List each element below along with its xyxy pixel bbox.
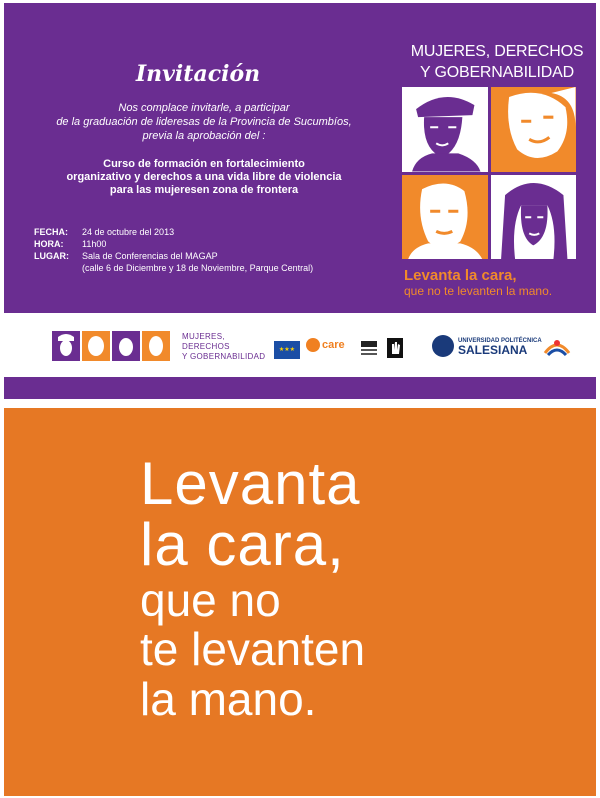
mini-title-line: DERECHOS	[182, 342, 230, 351]
mini-title-line: MUJERES,	[182, 332, 225, 341]
mini-title-line: Y GOBERNABILIDAD	[182, 352, 266, 361]
front-bottom-band	[4, 377, 596, 399]
campaign-title	[402, 41, 592, 83]
big-slogan-line-2: la cara,	[140, 511, 345, 578]
partner-logo-small	[360, 339, 378, 357]
course-line: Curso de formación en fortalecimiento	[103, 158, 305, 170]
date-value: 24 de octubre del 2013	[82, 227, 175, 237]
care-logo	[306, 338, 345, 352]
mini-portrait-4	[142, 331, 170, 361]
big-slogan-line-3: que no	[140, 574, 281, 626]
course-line: para las mujeresen zona de frontera	[109, 184, 299, 196]
date-row	[34, 226, 313, 238]
time-label: HORA:	[34, 239, 64, 249]
woman-portrait-4	[491, 175, 577, 260]
woman-portrait-3	[402, 175, 488, 260]
big-slogan-line-1: Levanta	[140, 450, 361, 517]
ups-logo	[432, 335, 542, 357]
care-logo-text: care	[322, 339, 345, 351]
ups-seal-icon	[432, 335, 454, 357]
time-row	[34, 238, 313, 250]
ups-line-1: UNIVERSIDAD POLITÉCNICA	[458, 338, 542, 344]
ups-logo-text	[458, 337, 542, 355]
woman-portrait-2	[491, 87, 577, 172]
mini-portrait-1	[52, 331, 80, 361]
invitation-card-front	[4, 3, 596, 399]
slogan-line-2: que no te levanten la mano.	[404, 284, 553, 298]
hand-logo	[387, 338, 403, 358]
campaign-slogan	[404, 267, 552, 299]
mini-campaign-title	[182, 332, 265, 362]
mini-portrait-2	[82, 331, 110, 361]
women-organization-logo	[542, 335, 572, 361]
time-value: 11h00	[82, 239, 107, 249]
front-purple-area	[4, 3, 596, 313]
date-label: FECHA:	[34, 227, 68, 237]
invitation-card-back	[4, 408, 596, 796]
invitation-intro	[44, 101, 364, 143]
ups-line-2: SALESIANA	[458, 343, 528, 357]
intro-line: Nos complace invitarle, a participar	[118, 102, 290, 114]
intro-line: de la graduación de lideresas de la Provincia de Sucumbíos,	[56, 116, 352, 128]
invitation-title: Invitación	[135, 61, 261, 87]
invitation-text-block	[4, 3, 392, 313]
place-label: LUGAR:	[34, 251, 69, 261]
eu-flag-logo	[274, 341, 300, 359]
portrait-grid	[402, 87, 576, 259]
woman-portrait-1	[402, 87, 488, 172]
place-row	[34, 250, 313, 262]
event-details	[34, 226, 313, 274]
intro-line: previa la aprobación del :	[142, 130, 266, 142]
place-address: (calle 6 de Diciembre y 18 de Noviembre, Parque Central)	[82, 263, 314, 273]
eu-stars-icon: ★★★	[278, 347, 296, 353]
mini-portrait-3	[112, 331, 140, 361]
place-value: Sala de Conferencias del MAGAP	[82, 251, 218, 261]
care-mark-icon	[306, 338, 320, 352]
course-line: organizativo y derechos a una vida libre de violencia	[66, 171, 342, 183]
big-slogan-line-5: la mano.	[140, 673, 317, 725]
campaign-title-line: MUJERES, DERECHOS	[410, 43, 584, 60]
sponsor-logo-strip	[4, 313, 596, 377]
campaign-title-line: Y GOBERNABILIDAD	[420, 64, 574, 81]
big-slogan	[140, 450, 366, 725]
course-name	[44, 158, 364, 197]
mini-portrait-row	[52, 331, 170, 361]
big-slogan-line-4: te levanten	[140, 623, 366, 675]
slogan-line-1: Levanta la cara,	[404, 267, 517, 284]
